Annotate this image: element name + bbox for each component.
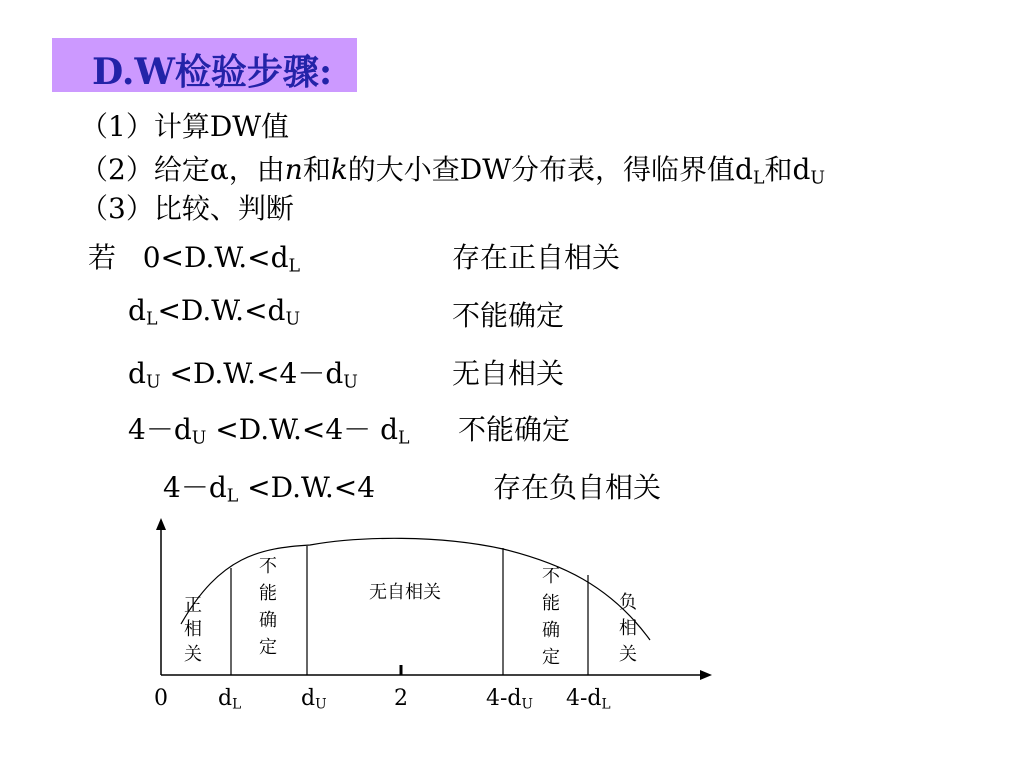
rule-4-result: 不能确定 (458, 413, 571, 446)
region-positive-char: 关 (184, 644, 202, 665)
tick-label-4-dL: $4-d_L$ (566, 686, 611, 713)
x-axis-arrow-icon (700, 670, 712, 680)
tick-label-two: 2 (394, 686, 408, 711)
region-uncertain-right-char: 不 (542, 566, 560, 587)
y-axis-arrow-icon (156, 518, 166, 530)
region-uncertain-left-char: 定 (259, 637, 277, 658)
region-negative-char: 关 (619, 644, 637, 665)
region-positive-char: 正 (184, 595, 202, 616)
tick-label-4-dU: $4-d_U$ (486, 686, 533, 713)
rule-3-result: 无自相关 (452, 357, 565, 390)
page-title: D.W检验步骤: (92, 51, 333, 93)
rule-5-condition: $4-d_L <D.W.<4$ (163, 471, 376, 507)
region-uncertain-right-label (542, 566, 560, 668)
rule-2-result: 不能确定 (452, 299, 565, 332)
region-uncertain-right-char: 能 (542, 593, 560, 614)
tick-label-zero: 0 (154, 686, 168, 711)
region-uncertain-left-char: 不 (259, 556, 277, 577)
region-positive-char: 相 (184, 619, 202, 640)
region-uncertain-right-char: 确 (542, 620, 560, 641)
rule-1-condition: 若 $0<D.W.<d_L$ (88, 241, 301, 277)
region-uncertain-left-char: 能 (259, 583, 277, 604)
region-uncertain-left-char: 确 (259, 610, 277, 631)
region-uncertain-right-char: 定 (542, 647, 560, 668)
region-uncertain-left-label (259, 556, 277, 658)
region-negative-label (619, 592, 637, 665)
step-2: （2）给定α，由n和k的大小查DW分布表，得临界值$d_L$和$d_U$ (80, 153, 826, 189)
rule-2-condition: $d_L<D.W.<d_U$ (128, 294, 301, 330)
rule-3-condition: $d_U <D.W.<4-d_U$ (128, 357, 358, 393)
rule-4-condition: $4-d_U <D.W.<4- d_L$ (128, 413, 410, 449)
region-negative-char: 相 (619, 618, 637, 639)
region-none-label: 无自相关 (369, 582, 441, 603)
region-negative-char: 负 (619, 592, 637, 613)
tick-label-dU: $d_U$ (301, 686, 327, 713)
region-positive-label (184, 595, 202, 665)
rule-5-result: 存在负自相关 (493, 471, 662, 504)
step-3: （3）比较、判断 (80, 192, 294, 225)
rule-1-result: 存在正自相关 (452, 241, 621, 274)
step-1: （1）计算DW值 (80, 110, 290, 143)
tick-label-dL: $d_L$ (218, 686, 242, 713)
